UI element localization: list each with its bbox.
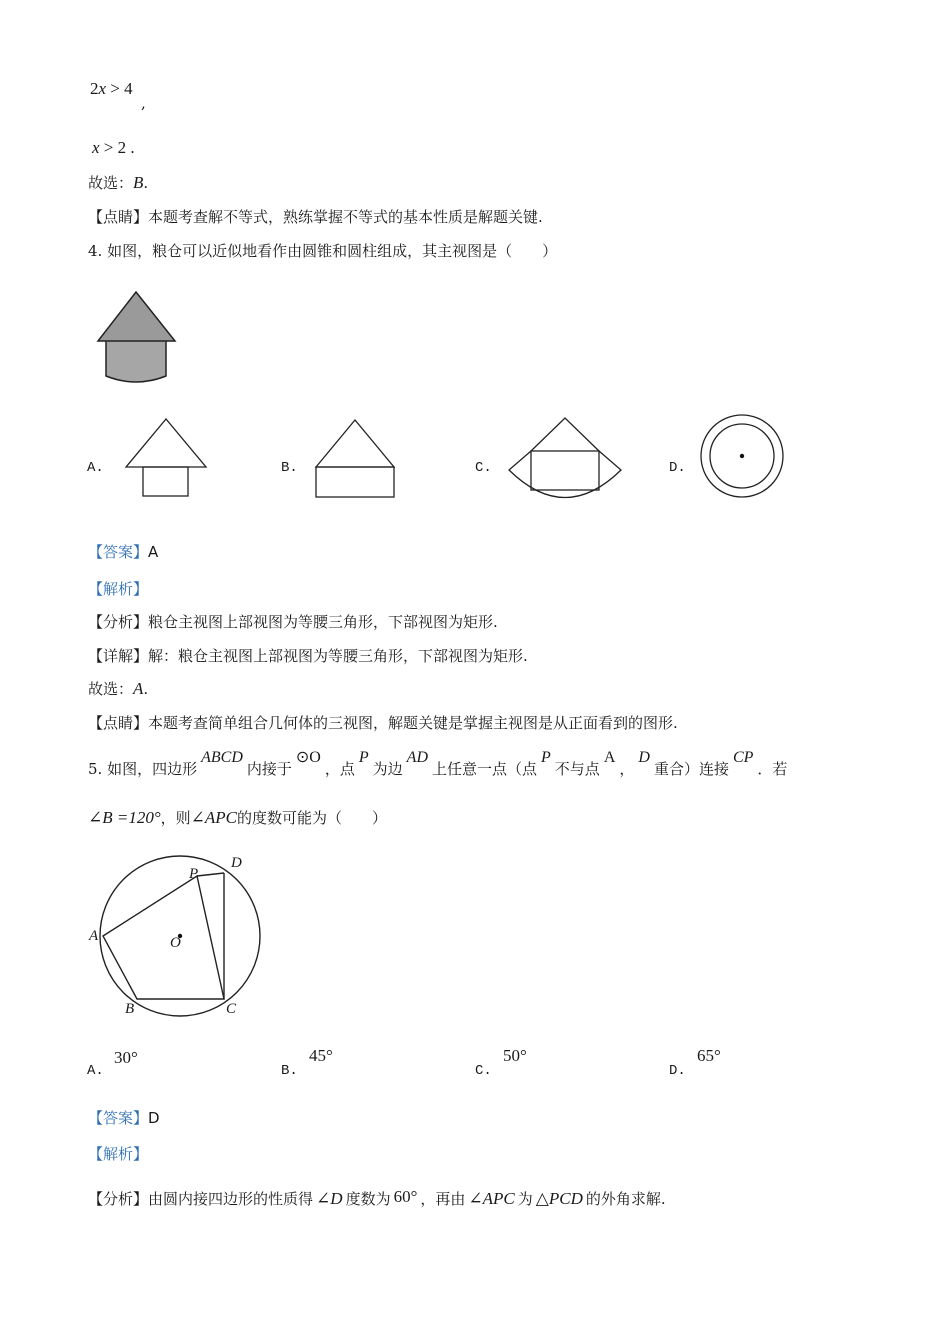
q5-point-d-label: D <box>231 855 242 871</box>
inequality-line-2: x > 2 . <box>92 138 135 157</box>
q4-xiangjie: 【详解】解：粮仓主视图上部视图为等腰三角形，下部视图为矩形. <box>88 647 528 665</box>
q4-analysis-tag: 【解析】 <box>88 580 149 598</box>
q5-stem-line-2: ∠B =120°，则∠APC的度数可能为（ ） <box>88 808 388 827</box>
inequality-line-1: 2x > 4 <box>90 79 133 98</box>
q5-point-a-label: A <box>89 928 99 944</box>
q5-fenxi: 【分析】由圆内接四边形的性质得 ∠D 度数为 60° ，再由 ∠APC 为 △PCD 的外角求解. <box>88 1187 666 1208</box>
q5-point-b-label: B <box>125 1001 135 1017</box>
prev-choose: 故选：B. <box>88 173 149 192</box>
q5-analysis-tag: 【解析】 <box>88 1145 149 1163</box>
q5-point-p-label: P <box>189 866 199 882</box>
q5-answer: 【答案】D <box>88 1109 160 1127</box>
prev-comment: 【点睛】本题考查解不等式，熟练掌握不等式的基本性质是解题关键. <box>88 208 543 226</box>
q5-option-b-label[interactable]: B. <box>281 1063 298 1079</box>
q5-option-a-label[interactable]: A. <box>87 1063 104 1079</box>
q5-option-c-label[interactable]: C. <box>475 1063 492 1079</box>
q5-option-c-value: 50° <box>503 1046 527 1065</box>
q4-stem: 4. 如图，粮仓可以近似地看作由圆锥和圆柱组成，其主视图是（ ） <box>88 242 558 260</box>
q4-option-d-label[interactable]: D. <box>669 460 686 476</box>
q4-dianjing: 【点睛】本题考查简单组合几何体的三视图，解题关键是掌握主视图是从正面看到的图形. <box>88 714 678 732</box>
q4-option-a-label[interactable]: A. <box>87 460 104 476</box>
q5-stem-line-1: 5. 如图，四边形ABCD内接于⊙O，点P为边AD上任意一点（点P不与点A，D重合）连接CP．若 <box>88 749 788 778</box>
q5-point-c-label: C <box>226 1001 237 1017</box>
q4-fenxi: 【分析】粮仓主视图上部视图为等腰三角形，下部视图为矩形. <box>88 613 498 631</box>
q4-answer: 【答案】A <box>88 543 159 561</box>
q5-option-a-value: 30° <box>114 1048 138 1067</box>
q5-option-b-value: 45° <box>309 1046 333 1065</box>
q5-option-d-value: 65° <box>697 1046 721 1065</box>
q4-option-c-label[interactable]: C. <box>475 460 492 476</box>
q5-option-d-label[interactable]: D. <box>669 1063 686 1079</box>
q5-center-o-label: O <box>170 935 181 951</box>
q4-option-b-label[interactable]: B. <box>281 460 298 476</box>
inequality-comma: , <box>141 94 146 112</box>
q4-choose: 故选：A. <box>88 679 149 698</box>
